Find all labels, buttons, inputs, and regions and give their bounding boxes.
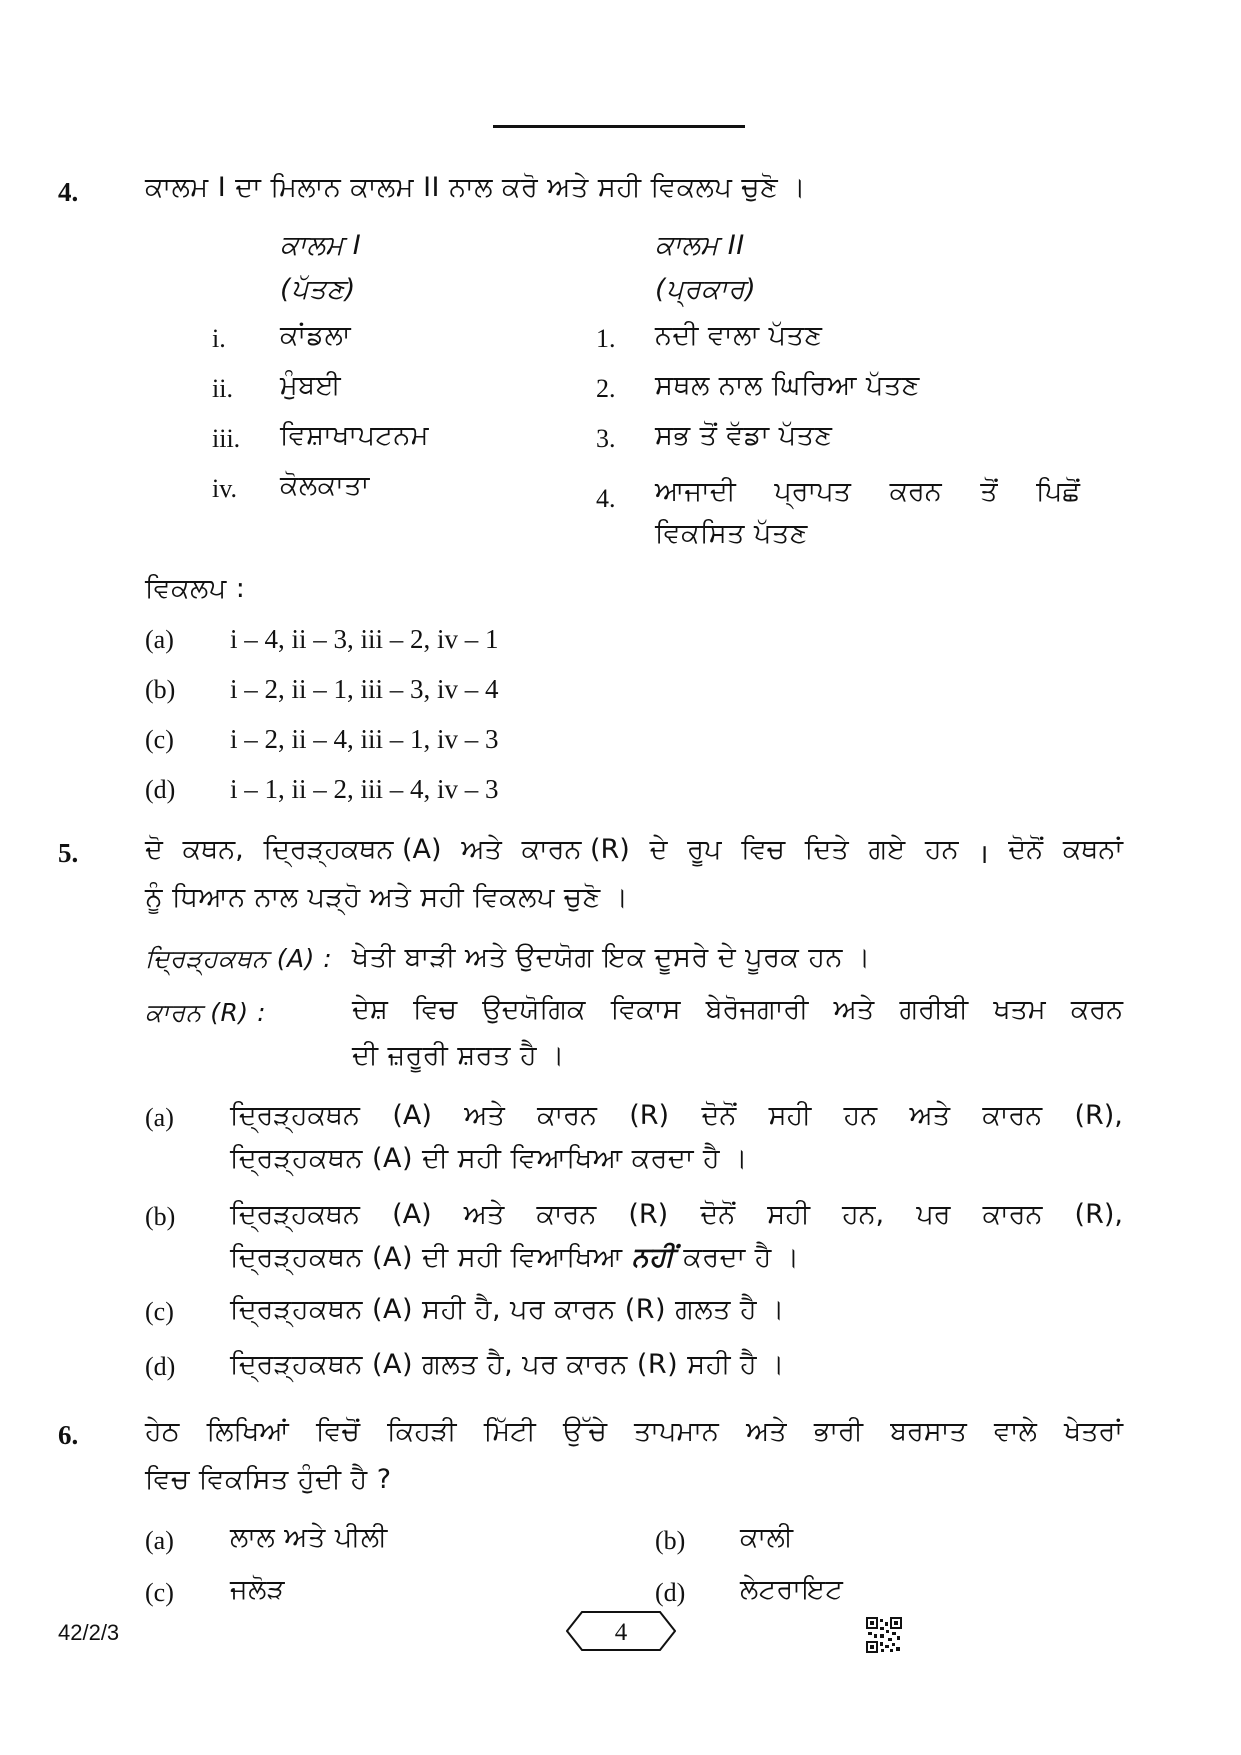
q4-col1-item: ਮੁੰਬਈ — [280, 370, 342, 401]
q5-assertion-label: ਦ੍ਰਿੜ੍ਹਕਥਨ (A) : — [145, 944, 333, 973]
word: ਬੇਰੋਜਗਾਰੀ — [705, 994, 809, 1025]
word: ਅਤੇ — [464, 1100, 505, 1131]
word: ਦਿਤੇ — [804, 834, 849, 865]
q5-option-text: ਦ੍ਰਿੜ੍ਹਕਥਨ (A) ਸਹੀ ਹੈ, ਪਰ ਕਾਰਨ (R) ਗਲਤ ਹੈ । — [230, 1294, 785, 1325]
word: । — [978, 839, 989, 870]
word: ਅਤੇ — [461, 834, 502, 865]
word: ਸਹੀ — [767, 1199, 810, 1230]
page-number-box — [566, 1611, 676, 1651]
word: ਕਾਰਨ (R) — [521, 834, 630, 865]
q5-option-a-line1 — [230, 1100, 1123, 1132]
q4-option-text: i – 1, ii – 2, iii – 4, iv – 3 — [230, 774, 499, 804]
q5-reason-line2: ਦੀ ਜ਼ਰੂਰੀ ਸ਼ਰਤ ਹੈ । — [352, 1040, 565, 1071]
q4-col2-item: ਨਦੀ ਵਾਲਾ ਪੱਤਣ — [655, 320, 823, 351]
word: ਕਰਨ — [889, 476, 942, 507]
q6-option-text: ਲੇਟਰਾਇਟ — [740, 1574, 844, 1605]
word: ਹਨ, — [842, 1199, 885, 1230]
q5-option-label: (c) — [145, 1297, 174, 1326]
q4-col2-item-4-line1 — [655, 476, 1080, 508]
word: ਅਤੇ — [833, 994, 875, 1025]
q4-col2-sub: (ਪ੍ਰਕਾਰ) — [655, 274, 757, 305]
q5-reason-label: ਕਾਰਨ (R) : — [145, 998, 267, 1027]
word: ਵਾਲੇ — [994, 1416, 1037, 1447]
q4-option-text: i – 2, ii – 1, iii – 3, iv – 4 — [230, 674, 499, 704]
word: ਦੇਸ਼ — [352, 994, 388, 1025]
q4-col2-head: ਕਾਲਮ II — [655, 230, 745, 261]
word: ਦੋ — [145, 834, 163, 865]
q4-col2-item-4-line2: ਵਿਕਸਿਤ ਪੱਤਣ — [655, 518, 808, 549]
word: ਰੂਪ — [687, 834, 722, 865]
word: ਦੋਨੋਂ — [1008, 834, 1044, 865]
q6-option-text: ਕਾਲੀ — [740, 1522, 794, 1553]
q4-col1-head: ਕਾਲਮ I — [280, 230, 362, 261]
word: ਕਥਨਾਂ — [1062, 834, 1123, 865]
word: (R) — [629, 1100, 670, 1131]
word: ਹਨ — [843, 1100, 878, 1131]
word: ਦ੍ਰਿੜ੍ਹਕਥਨ — [230, 1100, 360, 1131]
q5-number: 5. — [58, 838, 79, 868]
word: (A) — [392, 1199, 432, 1230]
word: ਕਰਨ — [1070, 994, 1123, 1025]
word: ਖਤਮ — [993, 994, 1046, 1025]
word: ਭਾਰੀ — [813, 1416, 863, 1447]
q4-col2-label: 3. — [596, 424, 616, 453]
q4-options-label: ਵਿਕਲਪ : — [145, 573, 246, 604]
word: ਆਜਾਦੀ — [655, 476, 736, 507]
word: ਕਾਰਨ — [537, 1100, 597, 1131]
word: ਹਨ — [925, 834, 959, 865]
word: ਕਾਰਨ — [982, 1100, 1043, 1131]
text: ਕਰਦਾ ਹੈ । — [683, 1242, 800, 1273]
word: ਪਰ — [916, 1199, 951, 1230]
word: ਬਰਸਾਤ — [890, 1416, 967, 1447]
q5-option-label: (d) — [145, 1352, 176, 1381]
q6-option-label: (a) — [145, 1526, 174, 1555]
page-number: 4 — [614, 1619, 628, 1646]
q6-option-label: (d) — [655, 1578, 686, 1607]
q5-question-line2: ਨੂੰ ਧਿਆਨ ਨਾਲ ਪੜ੍ਹੋ ਅਤੇ ਸਹੀ ਵਿਕਲਪ ਚੁਣੋ । — [145, 882, 629, 913]
word: ਪਿਛੋਂ — [1036, 476, 1080, 507]
word: ਸਹੀ — [768, 1100, 812, 1131]
q5-question-line1 — [145, 834, 1123, 871]
word: ਉੱਚੇ — [562, 1416, 607, 1447]
q4-number: 4. — [58, 177, 79, 207]
q4-option-text: i – 2, ii – 4, iii – 1, iv – 3 — [230, 724, 499, 754]
q4-col2-label: 4. — [596, 484, 616, 513]
q4-col1-sub: (ਪੱਤਣ) — [280, 274, 356, 305]
word: ਅਤੇ — [463, 1199, 505, 1230]
q4-col1-item: ਕਾਂਡਲਾ — [280, 320, 352, 351]
q4-option-label: (a) — [145, 625, 174, 654]
word: ਵਿਚੋਂ — [316, 1416, 360, 1447]
word: ਖੇਤਰਾਂ — [1064, 1416, 1123, 1447]
q6-option-label: (c) — [145, 1578, 174, 1607]
q6-option-label: (b) — [655, 1526, 686, 1555]
word: ਅਤੇ — [909, 1100, 950, 1131]
q5-option-label: (a) — [145, 1103, 174, 1132]
q4-col2-label: 1. — [596, 324, 616, 353]
q5-option-b-line1 — [230, 1199, 1123, 1231]
word: ਹੇਠ — [145, 1416, 180, 1447]
word: ਮਿੱਟੀ — [483, 1416, 536, 1447]
q5-option-text: ਦ੍ਰਿੜ੍ਹਕਥਨ (A) ਗਲਤ ਹੈ, ਪਰ ਕਾਰਨ (R) ਸਹੀ ਹੈ । — [230, 1349, 785, 1380]
q4-col2-item: ਸਭ ਤੋਂ ਵੱਡਾ ਪੱਤਣ — [655, 420, 833, 451]
q4-option-label: (d) — [145, 775, 176, 804]
q5-option-b-line2 — [230, 1242, 800, 1274]
q4-option-label: (b) — [145, 675, 176, 704]
word: (R), — [1074, 1199, 1123, 1230]
paper-code: 42/2/3 — [58, 1620, 120, 1645]
q4-option-label: (c) — [145, 725, 174, 754]
word: ਵਿਚ — [413, 994, 457, 1025]
q6-option-text: ਜਲੋੜ — [230, 1574, 286, 1605]
word: ਕਾਰਨ — [536, 1199, 597, 1230]
word: ਗਰੀਬੀ — [899, 994, 969, 1025]
qr-code-icon — [866, 1617, 902, 1653]
word: ਦ੍ਰਿੜ੍ਹਕਥਨ (A) — [263, 834, 442, 865]
q4-question: ਕਾਲਮ I ਦਾ ਮਿਲਾਨ ਕਾਲਮ II ਨਾਲ ਕਰੋ ਅਤੇ ਸਹੀ ਵਿਕਲਪ ਚੁਣੋ । — [145, 172, 806, 203]
q4-col1-label: iii. — [212, 424, 241, 453]
word: (R) — [628, 1199, 669, 1230]
word: ਤੋਂ — [980, 476, 998, 507]
q6-option-text: ਲਾਲ ਅਤੇ ਪੀਲੀ — [230, 1522, 388, 1553]
emphasis-nahin: ਨਹੀਂ — [631, 1242, 675, 1273]
text: ਦ੍ਰਿੜ੍ਹਕਥਨ (A) ਦੀ ਸਹੀ ਵਿਆਖਿਆ — [230, 1242, 623, 1273]
q4-col2-label: 2. — [596, 374, 616, 403]
q5-assertion: ਖੇਤੀ ਬਾੜੀ ਅਤੇ ਉਦਯੋਗ ਇਕ ਦੂਸਰੇ ਦੇ ਪੂਰਕ ਹਨ । — [352, 942, 871, 973]
q6-question-line1 — [145, 1416, 1123, 1448]
word: ਪ੍ਰਾਪਤ — [774, 476, 851, 507]
word: ਉਦਯੋਗਿਕ — [482, 994, 586, 1025]
word: ਵਿਚ — [741, 834, 785, 865]
word: ਤਾਪਮਾਨ — [634, 1416, 719, 1447]
q5-option-a-line2: ਦ੍ਰਿੜ੍ਹਕਥਨ (A) ਦੀ ਸਹੀ ਵਿਆਖਿਆ ਕਰਦਾ ਹੈ । — [230, 1143, 748, 1174]
q4-col1-item: ਕੋਲਕਾਤਾ — [280, 470, 370, 501]
q4-option-text: i – 4, ii – 3, iii – 2, iv – 1 — [230, 624, 499, 654]
word: (A) — [392, 1100, 432, 1131]
q4-col1-item: ਵਿਸ਼ਾਖਾਪਟਨਮ — [280, 420, 430, 451]
q6-number: 6. — [58, 1420, 79, 1450]
word: ਕਿਹੜੀ — [387, 1416, 457, 1447]
word: (R), — [1074, 1100, 1123, 1131]
top-rule — [493, 125, 745, 128]
word: ਦੇ — [649, 834, 668, 865]
word: ਗਏ — [868, 834, 906, 865]
q5-reason-line1 — [352, 994, 1123, 1026]
q4-col1-label: ii. — [212, 374, 233, 403]
word: ਅਤੇ — [746, 1416, 787, 1447]
q4-col1-label: i. — [212, 324, 226, 353]
q5-option-label: (b) — [145, 1202, 176, 1231]
q6-question-line2: ਵਿਚ ਵਿਕਸਿਤ ਹੁੰਦੀ ਹੈ ? — [145, 1464, 392, 1495]
word: ਕਾਰਨ — [982, 1199, 1043, 1230]
word: ਕਥਨ, — [182, 834, 244, 865]
word: ਦੋਨੋਂ — [701, 1100, 737, 1131]
word: ਦ੍ਰਿੜ੍ਹਕਥਨ — [230, 1199, 360, 1230]
word: ਦੋਨੋਂ — [700, 1199, 736, 1230]
q4-col1-label: iv. — [212, 474, 238, 503]
word: ਵਿਕਾਸ — [610, 994, 681, 1025]
word: ਲਿਖਿਆਂ — [206, 1416, 289, 1447]
q4-col2-item: ਸਥਲ ਨਾਲ ਘਿਰਿਆ ਪੱਤਣ — [655, 370, 920, 401]
